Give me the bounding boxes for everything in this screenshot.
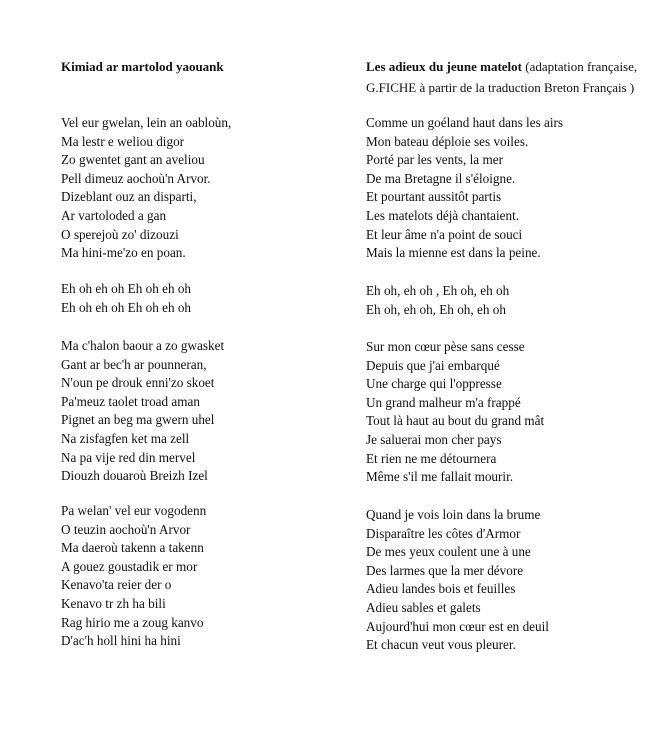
breton-lyric-line: Ma daeroù takenn a takenn — [61, 540, 204, 556]
french-lyric-line: Adieu sables et galets — [366, 600, 481, 615]
breton-lyric-line: Pell dimeuz aochoù'n Arvor. — [61, 170, 211, 186]
french-lyric-line: Et leur âme n'a point de souci — [366, 226, 523, 242]
breton-lyric-line: Kenavo'ta reier der o — [61, 577, 172, 593]
french-lyric-line: Je saluerai mon cher pays — [366, 432, 502, 447]
french-lyric-line: Les matelots déjà chantaient. — [366, 208, 520, 223]
french-lyric-line: De mes yeux coulent une à une — [366, 544, 531, 560]
breton-title: Kimiad ar martolod yaouank — [61, 59, 224, 74]
french-title — [366, 56, 637, 77]
breton-lyric-line: Dizeblant ouz an disparti, — [61, 189, 197, 205]
breton-lyric-line: Zo gwentet gant an aveliou — [61, 152, 205, 168]
breton-lyric-line: Ma c'halon baour a zo gwasket — [61, 338, 225, 353]
breton-lyric-line: Kenavo tr zh ha bili — [61, 596, 166, 611]
french-lyric-line: De ma Bretagne il s'éloigne. — [366, 170, 516, 186]
french-title-credit: G.FICHE à partir de la traduction Breton Français ) — [366, 80, 635, 95]
breton-lyric-line: Pignet an beg ma gwern uhel — [61, 412, 215, 428]
french-lyric-line: Même s'il me fallait mourir. — [366, 469, 514, 485]
breton-lyric-line: Eh oh eh oh Eh oh eh oh — [61, 281, 192, 296]
breton-lyric-line: Pa'meuz taolet troad aman — [61, 393, 200, 409]
french-lyric-line: Et pourtant aussitôt partis — [366, 189, 502, 205]
breton-lyric-line: Pa welan' vel eur vogodenn — [61, 503, 207, 518]
french-lyric-line: Une charge qui l'oppresse — [366, 376, 502, 392]
french-lyric-line: Adieu landes bois et feuilles — [366, 581, 516, 597]
french-lyric-line: Mon bateau déploie ses voiles. — [366, 133, 529, 149]
french-lyric-line: Aujourd'hui mon cœur est en deuil — [366, 618, 549, 634]
french-lyric-line: Sur mon cœur pèse sans cesse — [366, 339, 525, 354]
french-lyric-line: Des larmes que la mer dévore — [366, 562, 524, 578]
breton-lyric-line: Na pa vije red din mervel — [61, 449, 196, 465]
french-lyric-line: Comme un goéland haut dans les airs — [366, 115, 564, 130]
french-lyric-line: Eh oh, eh oh , Eh oh, eh oh — [366, 283, 510, 298]
french-lyric-line: Eh oh, eh oh, Eh oh, eh oh — [366, 301, 506, 317]
french-lyric-line: Mais la mienne est dans la peine. — [366, 245, 541, 261]
french-title-bold: Les adieux du jeune matelot — [366, 59, 522, 74]
breton-lyric-line: Eh oh eh oh Eh oh eh oh — [61, 299, 192, 315]
breton-lyric-line: Ma lestr e weliou digor — [61, 133, 185, 149]
french-lyric-line: Un grand malheur m'a frappé — [366, 394, 521, 410]
breton-lyric-line: Na zisfagfen ket ma zell — [61, 431, 190, 446]
breton-lyric-line: N'oun pe drouk enni'zo skoet — [61, 375, 215, 391]
french-lyric-line: Porté par les vents, la mer — [366, 152, 503, 168]
french-lyric-line: Depuis que j'ai embarqué — [366, 357, 500, 373]
breton-lyric-line: Ar vartoloded a gan — [61, 208, 167, 223]
french-lyric-line: Quand je vois loin dans la brume — [366, 507, 541, 522]
french-lyric-line: Et chacun veut vous pleurer. — [366, 637, 516, 653]
french-lyric-line: Et rien ne me détournera — [366, 450, 497, 466]
breton-lyric-line: O sperejoù zo' dizouzi — [61, 226, 179, 242]
breton-lyric-line: Vel eur gwelan, lein an oabloùn, — [61, 115, 232, 130]
breton-lyric-line: D'ac'h holl hini ha hini — [61, 633, 181, 649]
french-title-note: (adaptation française, — [522, 59, 638, 74]
french-lyric-line: Disparaître les côtes d'Armor — [366, 525, 521, 541]
breton-lyric-line: Diouzh douaroù Breizh Izel — [61, 468, 208, 484]
breton-lyric-line: Gant ar bec'h ar pounneran, — [61, 356, 207, 372]
breton-lyric-line: Ma hini-me'zo en poan. — [61, 245, 186, 261]
breton-lyric-line: A gouez goustadik er mor — [61, 558, 198, 574]
french-lyric-line: Tout là haut au bout du grand mât — [366, 413, 545, 429]
breton-lyric-line: O teuzin aochoù'n Arvor — [61, 521, 191, 537]
breton-lyric-line: Rag hirio me a zoug kanvo — [61, 614, 204, 630]
